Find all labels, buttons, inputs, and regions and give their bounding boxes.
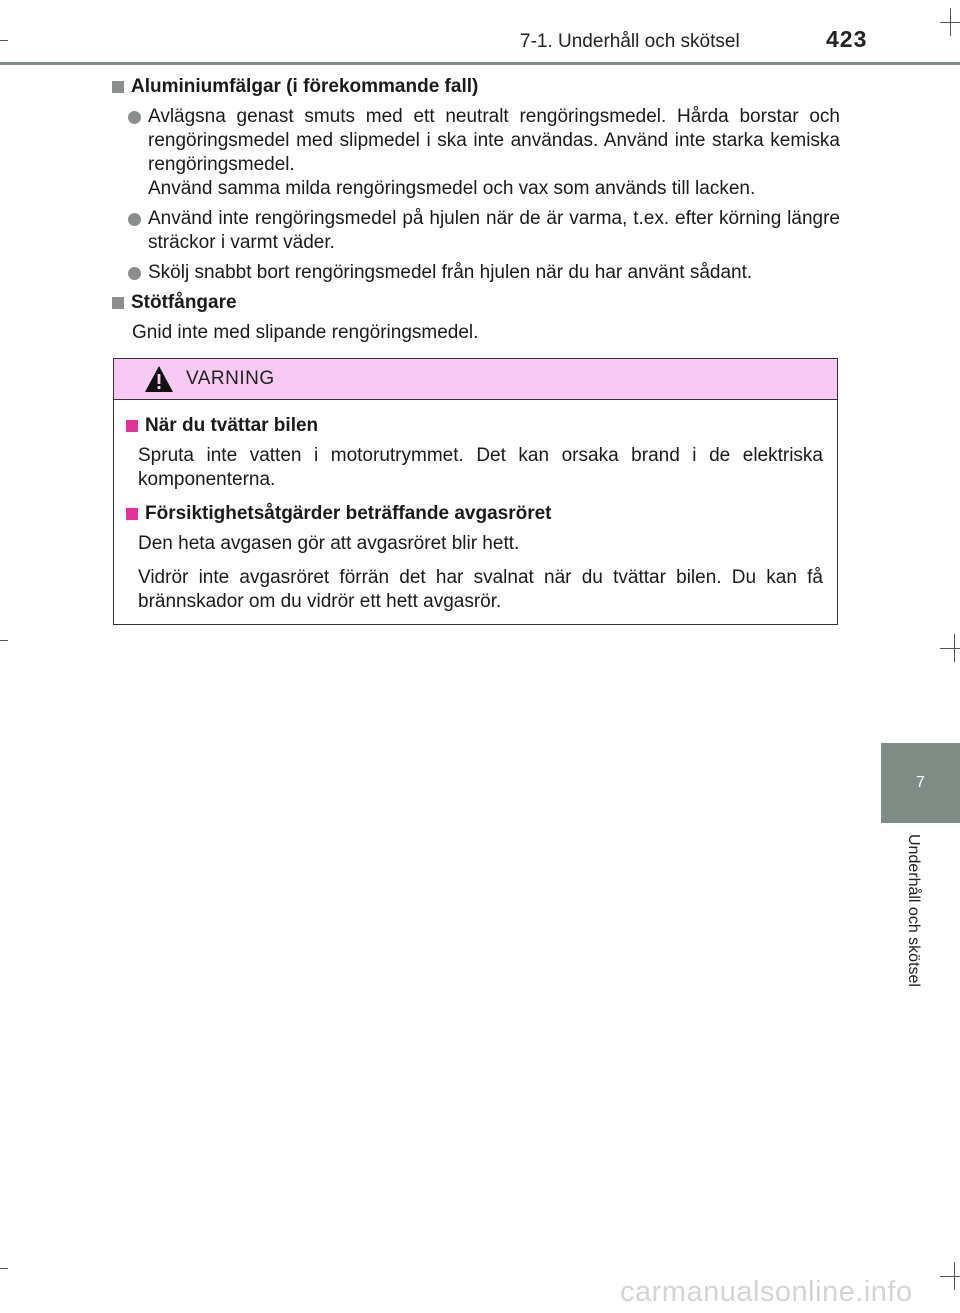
chapter-label: Underhåll och skötsel <box>905 834 922 987</box>
round-bullet-icon <box>128 213 141 226</box>
square-bullet-icon <box>112 297 124 309</box>
round-bullet-icon <box>128 111 141 124</box>
bullet-text-continued: Använd samma milda rengöringsmedel och vax som används till lacken. <box>148 178 756 199</box>
square-bullet-icon <box>112 81 124 93</box>
footer-watermark: carmanualsonline.info <box>620 1276 913 1308</box>
round-bullet-icon <box>128 267 141 280</box>
section-text: Gnid inte med slipande rengöringsmedel. <box>132 322 479 343</box>
chapter-tab <box>881 743 960 823</box>
header-rule <box>0 62 960 65</box>
square-bullet-icon <box>126 420 138 432</box>
warning-item-title: När du tvättar bilen <box>145 415 319 436</box>
header-section-title: 7-1. Underhåll och skötsel <box>520 31 740 52</box>
bullet-text: Avlägsna genast smuts med ett neutralt rengöringsmedel. Hårda borstar och rengöringsmedel med slipmedel i ska inte användas. Använd inte starka kemiska rengöringsmedel. <box>148 106 840 175</box>
bullet-text: Använd inte rengöringsmedel på hjulen när de är varma, t.ex. efter körning längre sträckor i varmt väder. <box>148 208 840 253</box>
warning-box <box>113 358 838 625</box>
bullet-text: Skölj snabbt bort rengöringsmedel från hjulen när du har använt sådant. <box>148 262 753 283</box>
crop-mark <box>940 648 960 649</box>
warning-item-heading <box>126 414 823 438</box>
section-title: Stötfångare <box>131 292 237 313</box>
section-heading-wheels <box>112 75 840 99</box>
warning-paragraph: Spruta inte vatten i motorutrymmet. Det kan orsaka brand i de elektriska komponenterna. <box>138 445 823 490</box>
warning-body <box>114 400 837 614</box>
crop-mark <box>0 40 8 41</box>
crop-mark <box>954 1262 955 1290</box>
warning-item-title: Försiktighetsåtgärder beträffande avgasröret <box>145 503 552 524</box>
warning-header <box>114 359 837 400</box>
section-title: Aluminiumfälgar (i förekommande fall) <box>131 76 479 97</box>
warning-item-heading <box>126 502 823 526</box>
warning-paragraph: Vidrör inte avgasröret förrän det har svalnat när du tvättar bilen. Du kan få brännskador om du vidrör ett hett avgasrör. <box>138 567 823 612</box>
section-heading-bumper <box>112 291 840 315</box>
crop-mark <box>950 8 951 36</box>
warning-triangle-icon <box>144 365 174 393</box>
list-item <box>128 261 840 285</box>
list-item <box>128 207 840 255</box>
list-item <box>128 105 840 201</box>
crop-mark <box>954 634 955 662</box>
chapter-number: 7 <box>916 774 925 791</box>
crop-mark <box>0 1268 8 1269</box>
crop-mark <box>940 1276 960 1277</box>
crop-mark <box>0 640 8 641</box>
square-bullet-icon <box>126 508 138 520</box>
warning-label: VARNING <box>186 368 275 389</box>
page-content <box>112 75 840 351</box>
page-number: 423 <box>826 26 868 52</box>
warning-paragraph: Den heta avgasen gör att avgasröret blir hett. <box>138 533 520 554</box>
